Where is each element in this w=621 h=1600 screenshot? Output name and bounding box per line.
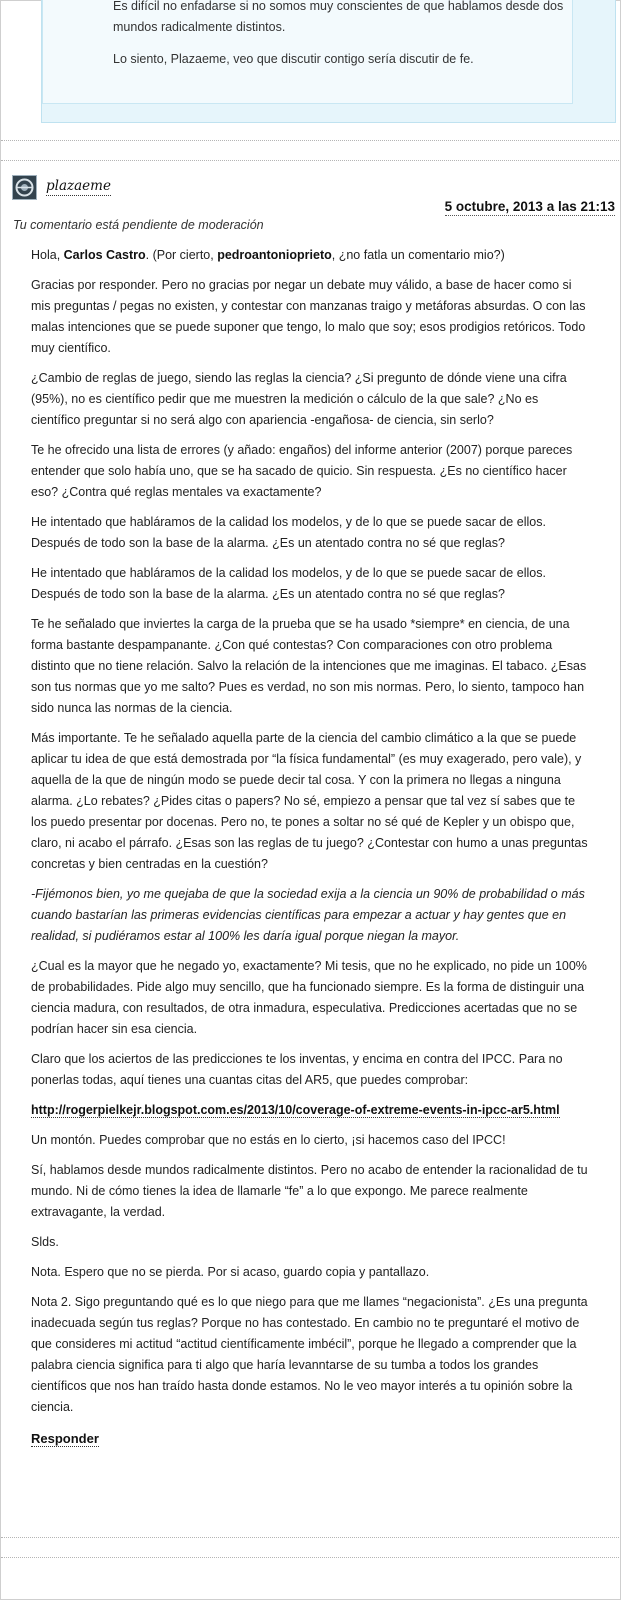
external-link[interactable]: http://rogerpielkejr.blogspot.com.es/2013/10/coverage-of-extreme-events-in-ipcc-ar5.html <box>31 1103 560 1117</box>
comment-separator <box>1 140 619 141</box>
comment-separator <box>1 1537 619 1538</box>
reply-row <box>31 1428 591 1450</box>
comment-body <box>31 245 591 1459</box>
comment-paragraph: Más importante. Te he señalado aquella parte de la ciencia del cambio climático a la que se puede aplicar tu idea de que está demostrada por “la física fundamental” (es muy exagerado, pero vale), y aquella de la que de ningún modo se puede decir tal cosa. Y con la primera no llegas a ninguna alarma. ¿Lo rebates? ¿Pides citas o papers? No sé, empiezo a pensar que tal vez sí sabes que te los puedo presentar por docenas. Pero no, te pones a soltar no sé qué de Kepler y un obispo que, claro, ni acabo el párrafo. ¿Esas son las reglas de tu juego? ¿Contestar con humo a unas preguntas concretas y bien centradas en la cuestión? <box>31 731 588 871</box>
comment-paragraph: Nota 2. Sigo preguntando qué es lo que niego para que me llames “negacionista”. ¿Es una pregunta inadecuada según tus reglas? Porque no has contestado. En cambio no te preguntaré el motivo de que consideres mi actitud “actitud científicamente imbécil”, porque he llegado a comprender que la palabra ciencia significa para ti algo que haría levanntarse de su tumba a todos los grandes científicos que nos han traído hasta donde estamos. No le veo mayor interés a tu opinión sobre la ciencia. <box>31 1295 588 1414</box>
comment-separator <box>1 1557 619 1558</box>
previous-comment-text: Lo siento, Plazaeme, veo que discutir contigo sería discutir de fe. <box>113 52 474 66</box>
mention-pedroantonioprieto: pedroantonioprieto <box>217 248 332 262</box>
comment-text: . (Por cierto, <box>145 248 218 262</box>
comment-paragraph: ¿Cambio de reglas de juego, siendo las reglas la ciencia? ¿Si pregunto de dónde viene una cifra (95%), no es científico pedir que me muestren la medición o cálculo de la que sale? ¿No es científico preguntar si no será algo con apariencia -engañosa- de ciencia, sin serlo? <box>31 371 567 427</box>
comment-link-paragraph <box>31 1100 591 1121</box>
comment-paragraph: Sí, hablamos desde mundos radicalmente distintos. Pero no acabo de entender la racionalidad de tu mundo. Ni de cómo tienes la idea de llamarle “fe” a lo que expongo. Me parece realmente extravagante, la verdad. <box>31 1163 588 1219</box>
comment-quote: -Fijémonos bien, yo me quejaba de que la sociedad exija a la ciencia un 90% de probabilidad o más cuando bastarían las primeras evidencias científicas para empezar a actuar y hay gentes que en realidad, si pudiéramos estar al 100% les daría igual porque niegan la mayor. <box>31 887 585 943</box>
comment-paragraph: Te he señalado que inviertes la carga de la prueba que se ha usado *siempre* en ciencia, de una forma bastante despampanante. ¿Con qué contestas? Con comparaciones con otro problema distinto que no tiene relación. Salvo la relación de la intenciones que me imaginas. El tabaco. ¿Esas son tus normas que yo me salto? Pues es verdad, no son mis normas. Pero, lo siento, tampoco han sido nunca las normas de la ciencia. <box>31 617 587 715</box>
comment-paragraph: ¿Cual es la mayor que he negado yo, exactamente? Mi tesis, que no he explicado, no pide un 100% de probabilidades. Pide algo muy sencillo, que ha funcionado siempre. Es la forma de distinguir una ciencia madura, con resultados, de otra inmadura, especulativa. Predicciones acertadas que no se podrían hacer sin esa ciencia. <box>31 959 587 1036</box>
mention-carlos-castro: Carlos Castro <box>63 248 146 262</box>
comment-paragraph <box>31 245 591 266</box>
reply-button[interactable]: Responder <box>31 1431 99 1446</box>
comment-paragraph: He intentado que habláramos de la calidad los modelos, y de lo que se puede sacar de ellos. Después de todo son la base de la alarma. ¿Es un atentado contra no sé que reglas? <box>31 515 546 550</box>
moderation-notice: Tu comentario está pendiente de moderación <box>13 218 264 232</box>
comment-paragraph: Gracias por responder. Pero no gracias por negar un debate muy válido, a base de hacer como si mis preguntas / pegas no existen, y contestar con manzanas traigo y metáforas absurdas. O con las malas intenciones que se puede suponer que tengo, lo malo que soy; esos prodigios retóricos. Todo muy científico. <box>31 278 586 355</box>
comment-date-link[interactable]: 5 octubre, 2013 a las 21:13 <box>444 199 615 214</box>
comment-text: Hola, <box>31 248 64 262</box>
comment-text: , ¿no fatla un comentario mio?) <box>331 248 505 262</box>
comment-separator <box>1 160 619 161</box>
avatar[interactable] <box>12 175 37 200</box>
comment-paragraph: He intentado que habláramos de la calidad los modelos, y de lo que se puede sacar de ellos. Después de todo son la base de la alarma. ¿Es un atentado contra no sé que reglas? <box>31 566 546 601</box>
comment-paragraph: Te he ofrecido una lista de errores (y añado: engaños) del informe anterior (2007) porque pareces entender que solo había uno, que se ha sacado de quicio. Sin respuesta. ¿Es no científico hacer eso? ¿Contra qué reglas mentales va exactamente? <box>31 443 573 499</box>
comment-author-link[interactable]: plazaeme <box>46 178 111 194</box>
comment-paragraph: Claro que los aciertos de las predicciones te los inventas, y encima en contra del IPCC. Para no ponerlas todas, aquí tienes una cuantas citas del AR5, que puedes comprobar: <box>31 1052 563 1087</box>
comment-paragraph: Un montón. Puedes comprobar que no estás en lo cierto, ¡si hacemos caso del IPCC! <box>31 1133 506 1147</box>
previous-comment-text: Es difícil no enfadarse si no somos muy conscientes de que hablamos desde dos mundos radicalmente distintos. <box>113 0 564 34</box>
comment-paragraph: Slds. <box>31 1235 59 1249</box>
avatar-icon <box>13 176 36 199</box>
comment-paragraph: Nota. Espero que no se pierda. Por si acaso, guardo copia y pantallazo. <box>31 1265 430 1279</box>
